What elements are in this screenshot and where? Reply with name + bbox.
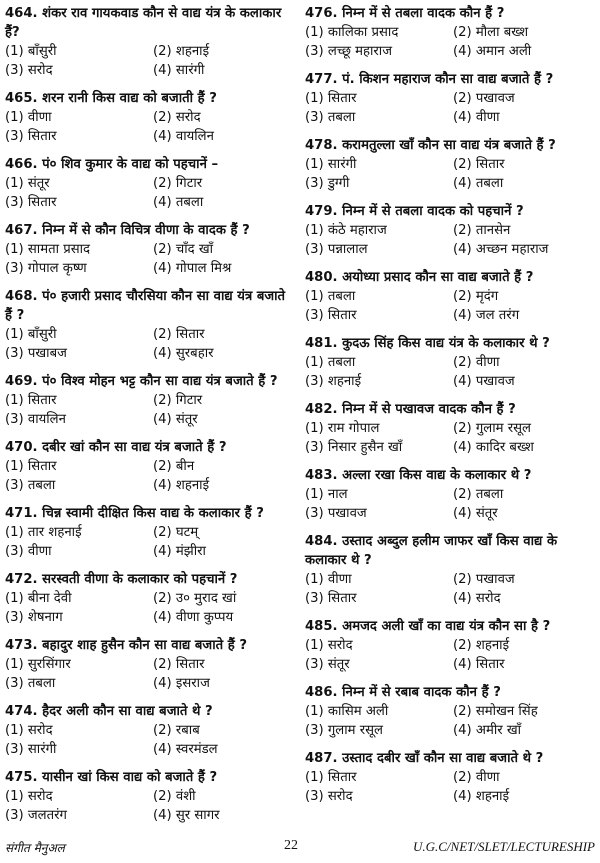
options-row bbox=[305, 485, 596, 504]
answer-option: (1) कासिम अली bbox=[305, 704, 389, 719]
answer-option: (3) वायलिन bbox=[5, 412, 66, 427]
question-stem: करामतुल्ला खाँ कौन सा वाद्य यंत्र बजाते हैं ? bbox=[342, 138, 556, 153]
options-row bbox=[5, 589, 296, 608]
options-row bbox=[305, 155, 596, 174]
question-block bbox=[305, 334, 596, 391]
question-block bbox=[5, 4, 296, 80]
answer-option: (4) जल तरंग bbox=[453, 308, 520, 323]
question-number: 486. bbox=[305, 685, 338, 700]
options-row bbox=[305, 438, 596, 457]
answer-option: (1) सितार bbox=[5, 393, 57, 408]
answer-option: (4) इसराज bbox=[153, 676, 210, 691]
options-row bbox=[305, 221, 596, 240]
answer-option: (4) वायलिन bbox=[153, 129, 214, 144]
question-block bbox=[305, 617, 596, 674]
answer-option: (2) शहनाई bbox=[453, 638, 510, 653]
answer-option: (3) वीणा bbox=[5, 544, 52, 559]
question-block bbox=[5, 570, 296, 627]
answer-option: (4) सरोद bbox=[453, 591, 501, 606]
question-stem: दबीर खां कौन सा वाद्य यंत्र बजाते हैं ? bbox=[42, 440, 227, 455]
options-row bbox=[5, 174, 296, 193]
options-row bbox=[5, 674, 296, 693]
question-text bbox=[5, 570, 296, 589]
answer-option: (4) सितार bbox=[453, 657, 505, 672]
options-row bbox=[305, 23, 596, 42]
answer-option: (1) सितार bbox=[305, 91, 357, 106]
question-stem: शंकर राव गायकवाड कौन से वाद्य यंत्र के कलाकार हैं? bbox=[5, 6, 282, 40]
answer-option: (3) सरोद bbox=[5, 63, 53, 78]
answer-option: (2) चाँद खाँ bbox=[153, 242, 214, 257]
question-block bbox=[5, 155, 296, 212]
answer-option: (4) संतूर bbox=[153, 412, 198, 427]
options-row bbox=[5, 655, 296, 674]
answer-option: (3) संतूर bbox=[305, 657, 350, 672]
answer-option: (4) वीणा कुप्पय bbox=[153, 610, 234, 625]
options-row bbox=[305, 504, 596, 523]
answer-option: (3) सरोद bbox=[305, 789, 353, 804]
answer-option: (2) वीणा bbox=[453, 770, 500, 785]
answer-option: (1) वीणा bbox=[5, 110, 52, 125]
answer-option: (4) सुरबहार bbox=[153, 346, 214, 361]
answer-option: (1) सरोद bbox=[305, 638, 353, 653]
answer-option: (4) शहनाई bbox=[453, 789, 510, 804]
question-block bbox=[5, 372, 296, 429]
question-block bbox=[305, 749, 596, 806]
options-row bbox=[5, 127, 296, 146]
question-block bbox=[5, 221, 296, 278]
question-number: 466. bbox=[5, 157, 38, 172]
options-row bbox=[305, 372, 596, 391]
question-stem: चिन्न स्वामी दीक्षित किस वाद्य के कलाकार हैं ? bbox=[42, 506, 264, 521]
answer-option: (1) तबला bbox=[305, 355, 356, 370]
question-text bbox=[305, 334, 596, 353]
options-row bbox=[305, 702, 596, 721]
answer-option: (2) बीन bbox=[153, 459, 195, 474]
question-stem: अयोध्या प्रसाद कौन सा वाद्य बजाते हैं ? bbox=[342, 270, 534, 285]
question-text bbox=[5, 702, 296, 721]
question-stem: निम्न में से रबाब वादक कौन हैं ? bbox=[342, 685, 501, 700]
answer-option: (1) बाँसुरी bbox=[5, 44, 57, 59]
question-block bbox=[305, 683, 596, 740]
question-stem: हैदर अली कौन सा वाद्य बजाते थे ? bbox=[42, 704, 213, 719]
options-row bbox=[5, 240, 296, 259]
answer-option: (4) कादिर बख्श bbox=[453, 440, 534, 455]
answer-option: (3) तबला bbox=[5, 676, 56, 691]
answer-option: (4) गोपाल मिश्र bbox=[153, 261, 232, 276]
question-number: 471. bbox=[5, 506, 38, 521]
answer-option: (4) मंझीरा bbox=[153, 544, 206, 559]
options-row bbox=[5, 542, 296, 561]
question-stem: पं० विश्व मोहन भट्ट कौन सा वाद्य यंत्र बजाते हैं ? bbox=[42, 374, 278, 389]
answer-option: (3) तबला bbox=[5, 478, 56, 493]
answer-option: (3) निसार हुसैन खाँ bbox=[305, 440, 403, 455]
question-number: 487. bbox=[305, 751, 338, 766]
question-block bbox=[305, 268, 596, 325]
question-number: 470. bbox=[5, 440, 38, 455]
answer-option: (2) रबाब bbox=[153, 723, 200, 738]
options-row bbox=[305, 768, 596, 787]
options-row bbox=[305, 589, 596, 608]
options-row bbox=[305, 787, 596, 806]
question-block bbox=[305, 202, 596, 259]
question-number: 478. bbox=[305, 138, 338, 153]
question-number: 472. bbox=[5, 572, 38, 587]
answer-option: (3) तबला bbox=[305, 110, 356, 125]
answer-option: (2) सितार bbox=[153, 327, 205, 342]
answer-option: (1) राम गोपाल bbox=[305, 421, 380, 436]
question-stem: अल्ला रखा किस वाद्य के कलाकार थे ? bbox=[342, 468, 532, 483]
question-block bbox=[305, 4, 596, 61]
question-number: 464. bbox=[5, 6, 38, 21]
options-row bbox=[5, 608, 296, 627]
options-row bbox=[5, 476, 296, 495]
question-stem: अमजद अली खाँ का वाद्य यंत्र कौन सा है ? bbox=[342, 619, 551, 634]
question-block bbox=[305, 136, 596, 193]
question-number: 467. bbox=[5, 223, 38, 238]
question-block bbox=[305, 400, 596, 457]
answer-option: (1) सरोद bbox=[5, 789, 53, 804]
answer-option: (1) बीना देवी bbox=[5, 591, 72, 606]
answer-option: (1) संतूर bbox=[5, 176, 50, 191]
question-stem: उस्ताद दबीर खाँ कौन सा वाद्य बजाते थे ? bbox=[342, 751, 544, 766]
question-block bbox=[5, 636, 296, 693]
question-stem: सरस्वती वीणा के कलाकार को पहचानें ? bbox=[42, 572, 238, 587]
answer-option: (1) बाँसुरी bbox=[5, 327, 57, 342]
right-question-column bbox=[305, 4, 596, 815]
footer-exam-name: U.G.C/NET/SLET/LECTURESHIP bbox=[412, 839, 595, 854]
answer-option: (1) कंठे महाराज bbox=[305, 223, 387, 238]
options-row bbox=[5, 61, 296, 80]
answer-option: (4) वीणा bbox=[453, 110, 500, 125]
question-block bbox=[305, 70, 596, 127]
answer-option: (2) वंशी bbox=[153, 789, 196, 804]
answer-option: (3) गोपाल कृष्ण bbox=[5, 261, 87, 276]
question-stem: निम्न में से तबला वादक कौन हैं ? bbox=[342, 6, 505, 21]
answer-option: (2) सितार bbox=[453, 157, 505, 172]
question-number: 468. bbox=[5, 289, 38, 304]
answer-option: (3) सितार bbox=[305, 308, 357, 323]
question-number: 476. bbox=[305, 6, 338, 21]
question-block bbox=[5, 768, 296, 825]
answer-option: (2) घटम् bbox=[153, 525, 199, 540]
options-row bbox=[305, 42, 596, 61]
question-stem: शरन रानी किस वाद्य को बजाती हैं ? bbox=[42, 91, 217, 106]
options-row bbox=[5, 787, 296, 806]
options-row bbox=[305, 721, 596, 740]
question-text bbox=[305, 400, 596, 419]
question-page bbox=[0, 4, 600, 834]
options-row bbox=[305, 240, 596, 259]
options-row bbox=[305, 419, 596, 438]
answer-option: (1) सामता प्रसाद bbox=[5, 242, 91, 257]
question-text bbox=[5, 438, 296, 457]
question-text bbox=[305, 268, 596, 287]
answer-option: (3) लच्छू महाराज bbox=[305, 44, 393, 59]
question-text bbox=[5, 768, 296, 787]
options-row bbox=[5, 259, 296, 278]
question-number: 484. bbox=[305, 534, 338, 549]
question-block bbox=[5, 89, 296, 146]
answer-option: (1) सारंगी bbox=[305, 157, 357, 172]
answer-option: (1) कालिका प्रसाद bbox=[305, 25, 399, 40]
question-text bbox=[305, 466, 596, 485]
question-text bbox=[5, 287, 296, 325]
options-row bbox=[5, 325, 296, 344]
question-stem: यासीन खां किस वाद्य को बजाते हैं ? bbox=[42, 770, 218, 785]
answer-option: (3) पखाबज bbox=[5, 346, 67, 361]
answer-option: (2) मृदंग bbox=[453, 289, 499, 304]
answer-option: (3) पन्नालाल bbox=[305, 242, 368, 257]
answer-option: (1) सितार bbox=[305, 770, 357, 785]
question-text bbox=[305, 136, 596, 155]
question-text bbox=[5, 89, 296, 108]
question-number: 482. bbox=[305, 402, 338, 417]
question-number: 483. bbox=[305, 468, 338, 483]
answer-option: (2) सरोद bbox=[153, 110, 201, 125]
question-number: 469. bbox=[5, 374, 38, 389]
answer-option: (2) तबला bbox=[453, 487, 504, 502]
question-number: 474. bbox=[5, 704, 38, 719]
answer-option: (3) सितार bbox=[5, 129, 57, 144]
options-row bbox=[305, 353, 596, 372]
question-text bbox=[5, 4, 296, 42]
answer-option: (3) जलतरंग bbox=[5, 808, 67, 823]
question-block bbox=[5, 702, 296, 759]
question-stem: बहादुर शाह हुसैन कौन सा वाद्य बजाते हैं ? bbox=[42, 638, 247, 653]
options-row bbox=[5, 344, 296, 363]
options-row bbox=[5, 523, 296, 542]
question-number: 481. bbox=[305, 336, 338, 351]
answer-option: (3) सितार bbox=[305, 591, 357, 606]
question-block bbox=[5, 504, 296, 561]
question-text bbox=[5, 372, 296, 391]
options-row bbox=[5, 740, 296, 759]
answer-option: (1) सुरसिंगार bbox=[5, 657, 71, 672]
answer-option: (1) तबला bbox=[305, 289, 356, 304]
question-number: 475. bbox=[5, 770, 38, 785]
options-row bbox=[305, 108, 596, 127]
question-text bbox=[305, 532, 596, 570]
question-text bbox=[5, 155, 296, 174]
options-row bbox=[305, 655, 596, 674]
question-number: 477. bbox=[305, 72, 338, 87]
question-text bbox=[5, 221, 296, 240]
answer-option: (4) सारंगी bbox=[153, 63, 205, 78]
answer-option: (2) उ० मुराद खां bbox=[153, 591, 237, 606]
answer-option: (2) गिटार bbox=[153, 393, 203, 408]
question-text bbox=[305, 683, 596, 702]
question-number: 465. bbox=[5, 91, 38, 106]
answer-option: (4) अच्छन महाराज bbox=[453, 242, 549, 257]
question-stem: निम्न में से पखावज वादक कौन हैं ? bbox=[342, 402, 516, 417]
answer-option: (3) पखावज bbox=[305, 506, 367, 521]
answer-option: (1) तार शहनाई bbox=[5, 525, 82, 540]
question-block bbox=[5, 287, 296, 363]
options-row bbox=[305, 636, 596, 655]
question-stem: कुदऊ सिंह किस वाद्य यंत्र के कलाकार थे ? bbox=[342, 336, 550, 351]
question-block bbox=[305, 466, 596, 523]
answer-option: (2) पखावज bbox=[453, 572, 515, 587]
left-question-column bbox=[5, 4, 296, 834]
answer-option: (3) सारंगी bbox=[5, 742, 57, 757]
answer-option: (1) सरोद bbox=[5, 723, 53, 738]
answer-option: (4) स्वरमंडल bbox=[153, 742, 218, 757]
answer-option: (4) अमीर खाँ bbox=[453, 723, 522, 738]
answer-option: (2) वीणा bbox=[453, 355, 500, 370]
answer-option: (2) समोखन सिंह bbox=[453, 704, 538, 719]
answer-option: (3) शेषनाग bbox=[5, 610, 63, 625]
question-stem: पं० हजारी प्रसाद चौरसिया कौन सा वाद्य यंत्र बजाते हैं ? bbox=[5, 289, 286, 323]
answer-option: (4) सुर सागर bbox=[153, 808, 220, 823]
question-text bbox=[305, 70, 596, 89]
answer-option: (3) डुग्गी bbox=[305, 176, 350, 191]
options-row bbox=[5, 721, 296, 740]
answer-option: (3) गुलाम रसूल bbox=[305, 723, 383, 738]
answer-option: (2) गुलाम रसूल bbox=[453, 421, 531, 436]
options-row bbox=[5, 457, 296, 476]
options-row bbox=[305, 306, 596, 325]
footer-book-title: संगीत मैनुअल bbox=[5, 841, 65, 855]
question-block bbox=[305, 532, 596, 608]
answer-option: (2) पखावज bbox=[453, 91, 515, 106]
question-text bbox=[305, 202, 596, 221]
answer-option: (3) सितार bbox=[5, 195, 57, 210]
question-stem: पं. किशन महाराज कौन सा वाद्य बजाते हैं ? bbox=[342, 72, 554, 87]
options-row bbox=[5, 193, 296, 212]
question-number: 480. bbox=[305, 270, 338, 285]
answer-option: (4) शहनाई bbox=[153, 478, 210, 493]
question-stem: उस्ताद अब्दुल हलीम जाफर खाँ किस वाद्य के कलाकार थे ? bbox=[305, 534, 558, 568]
question-text bbox=[305, 749, 596, 768]
options-row bbox=[5, 108, 296, 127]
answer-option: (1) नाल bbox=[305, 487, 348, 502]
question-text bbox=[305, 617, 596, 636]
answer-option: (2) तानसेन bbox=[453, 223, 511, 238]
question-block bbox=[5, 438, 296, 495]
answer-option: (2) सितार bbox=[153, 657, 205, 672]
page-footer bbox=[0, 836, 600, 858]
answer-option: (2) गिटार bbox=[153, 176, 203, 191]
answer-option: (4) तबला bbox=[153, 195, 204, 210]
question-text bbox=[305, 4, 596, 23]
answer-option: (2) मौला बख्श bbox=[453, 25, 529, 40]
question-number: 479. bbox=[305, 204, 338, 219]
answer-option: (1) सितार bbox=[5, 459, 57, 474]
answer-option: (4) तबला bbox=[453, 176, 504, 191]
answer-option: (1) वीणा bbox=[305, 572, 352, 587]
page-number: 22 bbox=[284, 838, 298, 853]
question-stem: निम्न में से तबला वादक को पहचानें ? bbox=[342, 204, 524, 219]
answer-option: (4) अमान अली bbox=[453, 44, 532, 59]
options-row bbox=[305, 174, 596, 193]
answer-option: (2) शहनाई bbox=[153, 44, 210, 59]
answer-option: (4) पखावज bbox=[453, 374, 515, 389]
options-row bbox=[305, 89, 596, 108]
options-row bbox=[305, 570, 596, 589]
question-stem: निम्न में से कौन विचित्र वीणा के वादक हैं ? bbox=[42, 223, 250, 238]
question-stem: पं० शिव कुमार के वाद्य को पहचानें – bbox=[42, 157, 219, 172]
options-row bbox=[5, 410, 296, 429]
options-row bbox=[5, 42, 296, 61]
question-number: 485. bbox=[305, 619, 338, 634]
options-row bbox=[305, 287, 596, 306]
options-row bbox=[5, 391, 296, 410]
answer-option: (3) शहनाई bbox=[305, 374, 362, 389]
options-row bbox=[5, 806, 296, 825]
question-text bbox=[5, 504, 296, 523]
question-number: 473. bbox=[5, 638, 38, 653]
question-text bbox=[5, 636, 296, 655]
answer-option: (4) संतूर bbox=[453, 506, 498, 521]
